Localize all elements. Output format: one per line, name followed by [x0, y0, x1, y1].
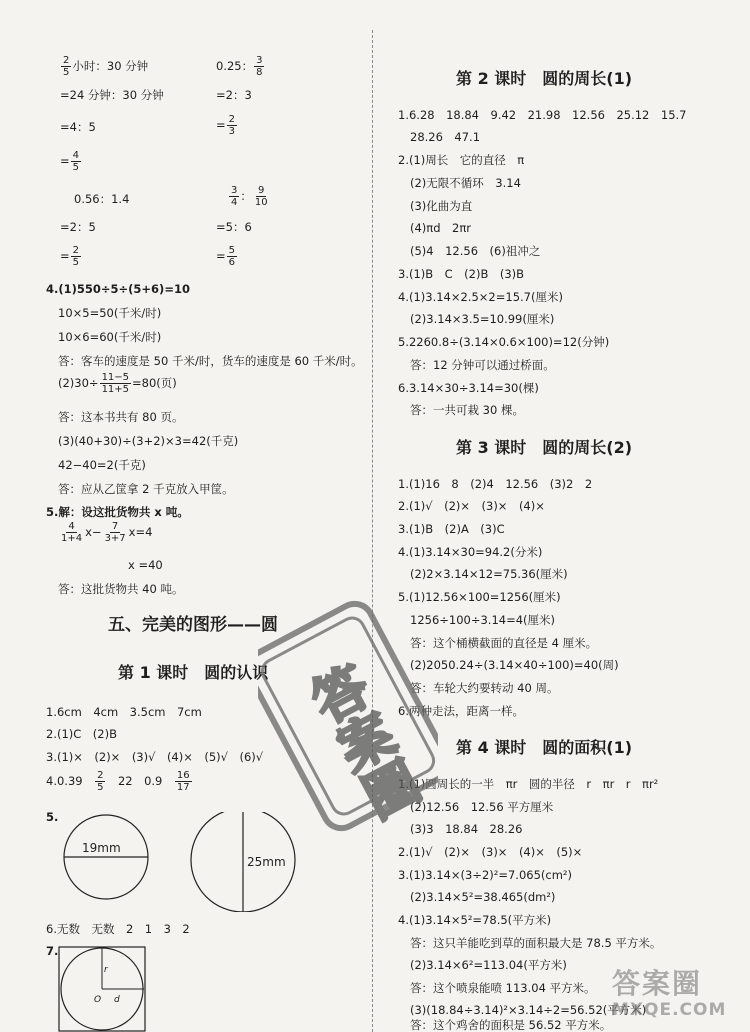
l3-b5d: (2)2050.24÷(3.14×40÷100)=40(周): [410, 658, 619, 672]
q4-line-5: (2)30÷ $\frac{11-5}{11+5}$ =80(页): [58, 372, 177, 395]
l3-b4b: (2)2×3.14×12=75.36(厘米): [410, 567, 568, 581]
lesson-2-title: 第 2 课时 圆的周长(1): [456, 69, 633, 88]
ratio-row-7a: = $\frac{2}{5}$: [60, 245, 80, 268]
logo-domain: MXQE.COM: [612, 1000, 727, 1020]
diameter-label: d: [114, 995, 120, 1005]
q5-line-3: x =40: [128, 558, 163, 572]
lesson1-q1: 1.6cm 4cm 3.5cm 7cm: [46, 705, 202, 719]
l3-b4: 4.(1)3.14×30=94.2(分米): [398, 545, 543, 559]
q5-line-2: $\frac{4}{1+4}$ x− $\frac{7}{3+7}$ x=4: [61, 521, 153, 544]
ratio-row-2b: =2：3: [216, 88, 252, 102]
ratio-row-1b: 0.25： $\frac{3}{8}$: [216, 55, 263, 78]
lesson1-q2: 2.(1)C (2)B: [46, 727, 117, 741]
center-label: O: [94, 995, 102, 1005]
l2-a5: 5.2260.8÷(3.14×0.6×100)=12(分钟): [398, 335, 610, 349]
l2-a6b: 答：一共可栽 30 棵。: [410, 403, 524, 417]
lesson-3-title: 第 3 课时 圆的周长(2): [456, 438, 633, 457]
logo-title: 答案圈: [612, 967, 703, 1000]
q5-line-4: 答：这批货物共 40 吨。: [58, 582, 184, 596]
lesson-4-title: 第 4 课时 圆的面积(1): [456, 738, 633, 757]
ratio-row-5b: $\frac{3}{4}$ ： $\frac{9}{10}$: [231, 185, 268, 208]
l2-a2d: (4)πd 2πr: [410, 221, 471, 235]
small-circle-label: 19mm: [82, 841, 121, 855]
l4-c4c: (2)3.14×6²=113.04(平方米): [410, 958, 567, 972]
ratio-row-3a: =4：5: [60, 120, 96, 134]
ratio-row-6a: =2：5: [60, 220, 96, 234]
l4-c4b: 答：这只羊能吃到草的面积最大是 78.5 平方米。: [410, 936, 662, 950]
q4-line-7: (3)(40+30)÷(3+2)×3=42(千克): [58, 434, 239, 448]
l2-a2: 2.(1)周长 它的直径 π: [398, 153, 525, 167]
l3-b1: 1.(1)16 8 (2)4 12.56 (3)2 2: [398, 477, 593, 491]
lesson1-q7: 7.: [46, 944, 59, 958]
l4-c4e: (3)(18.84÷3.14)²×3.14÷2=56.52(平方米): [410, 1003, 647, 1017]
l2-a6: 6.3.14×30÷3.14=30(棵): [398, 381, 539, 395]
square-circle-figure: [58, 946, 148, 1032]
l2-a5b: 答：12 分钟可以通过桥面。: [410, 358, 555, 372]
lesson1-q3: 3.(1)× (2)× (3)√ (4)× (5)√ (6)√: [46, 750, 264, 764]
q4-line-1: 4.(1)550÷5÷(5+6)=10: [46, 282, 190, 296]
q5-line-1: 5.解：设这批货物共 x 吨。: [46, 505, 189, 519]
l4-c1: 1.(1)圆周长的一半 πr 圆的半径 r πr r πr²: [398, 777, 659, 791]
q4-line-9: 答：应从乙筐拿 2 千克放入甲筐。: [58, 482, 234, 496]
l3-b5: 5.(1)12.56×100=1256(厘米): [398, 590, 561, 604]
q4-line-3: 10×6=60(千米/时): [58, 330, 162, 344]
q4-line-6: 答：这本书共有 80 页。: [58, 410, 184, 424]
large-circle-label: 25mm: [247, 855, 286, 869]
l2-a4b: (2)3.14×3.5=10.99(厘米): [410, 312, 555, 326]
unit-title: 五、完美的图形——圆: [108, 615, 278, 635]
l4-c1b: (2)12.56 12.56 平方厘米: [410, 800, 554, 814]
ratio-row-1a: $\frac{2}{5}$ 小时：30 分钟: [63, 55, 149, 78]
circle-figures: [58, 812, 308, 912]
l2-a3: 3.(1)B C (2)B (3)B: [398, 267, 525, 281]
ratio-row-6b: =5：6: [216, 220, 252, 234]
l4-c4: 4.(1)3.14×5²=78.5(平方米): [398, 913, 552, 927]
q4-line-4: 答：客车的速度是 50 千米/时，货车的速度是 60 千米/时。: [58, 354, 363, 368]
lesson-1-title: 第 1 课时 圆的认识: [118, 663, 269, 682]
l3-b5c: 答：这个桶横截面的直径是 4 厘米。: [410, 636, 598, 650]
l3-b6: 6.两种走法，距离一样。: [398, 704, 524, 718]
l4-c3: 3.(1)3.14×(3÷2)²=7.065(cm²): [398, 868, 573, 882]
ratio-row-7b: = $\frac{5}{6}$: [216, 245, 236, 268]
l4-c4d: 答：这个喷泉能喷 113.04 平方米。: [410, 981, 596, 995]
ratio-row-5a: 0.56：1.4: [74, 192, 130, 206]
l4-c4f: 答：这个鸡舍的面积是 56.52 平方米。: [410, 1018, 612, 1032]
watermark-text: 答案圈: [296, 656, 428, 829]
lesson1-q6: 6.无数 无数 2 1 3 2: [46, 922, 190, 936]
l4-c2: 2.(1)√ (2)× (3)× (4)× (5)×: [398, 845, 583, 859]
column-divider: [372, 30, 373, 1032]
l2-a1: 1.6.28 18.84 9.42 21.98 12.56 25.12 15.7: [398, 108, 687, 122]
l3-b5e: 答：车轮大约要转动 40 周。: [410, 681, 559, 695]
l2-a2c: (3)化曲为直: [410, 199, 473, 213]
l3-b5b: 1256÷100÷3.14=4(厘米): [410, 613, 556, 627]
q4-line-8: 42−40=2(千克): [58, 458, 146, 472]
ratio-row-4a: = $\frac{4}{5}$: [60, 150, 80, 173]
l2-a4: 4.(1)3.14×2.5×2=15.7(厘米): [398, 290, 563, 304]
l4-c1c: (3)3 18.84 28.26: [410, 822, 523, 836]
l2-a1b: 28.26 47.1: [410, 130, 481, 144]
lesson1-q4: 4.0.39 $\frac{2}{5}$ 22 0.9 $\frac{16}{17}$: [46, 770, 190, 793]
lesson1-q5: 5.: [46, 810, 59, 824]
ratio-row-3b: = $\frac{2}{3}$: [216, 114, 236, 137]
q4-line-2: 10×5=50(千米/时): [58, 306, 162, 320]
site-logo: [612, 968, 744, 1030]
l3-b2: 2.(1)√ (2)× (3)× (4)×: [398, 499, 545, 513]
ratio-row-2a: =24 分钟：30 分钟: [60, 88, 164, 102]
l2-a2b: (2)无限不循环 3.14: [410, 176, 521, 190]
l2-a2e: (5)4 12.56 (6)祖冲之: [410, 244, 541, 258]
l3-b3: 3.(1)B (2)A (3)C: [398, 522, 505, 536]
radius-label: r: [104, 965, 108, 975]
l4-c3b: (2)3.14×5²=38.465(dm²): [410, 890, 556, 904]
